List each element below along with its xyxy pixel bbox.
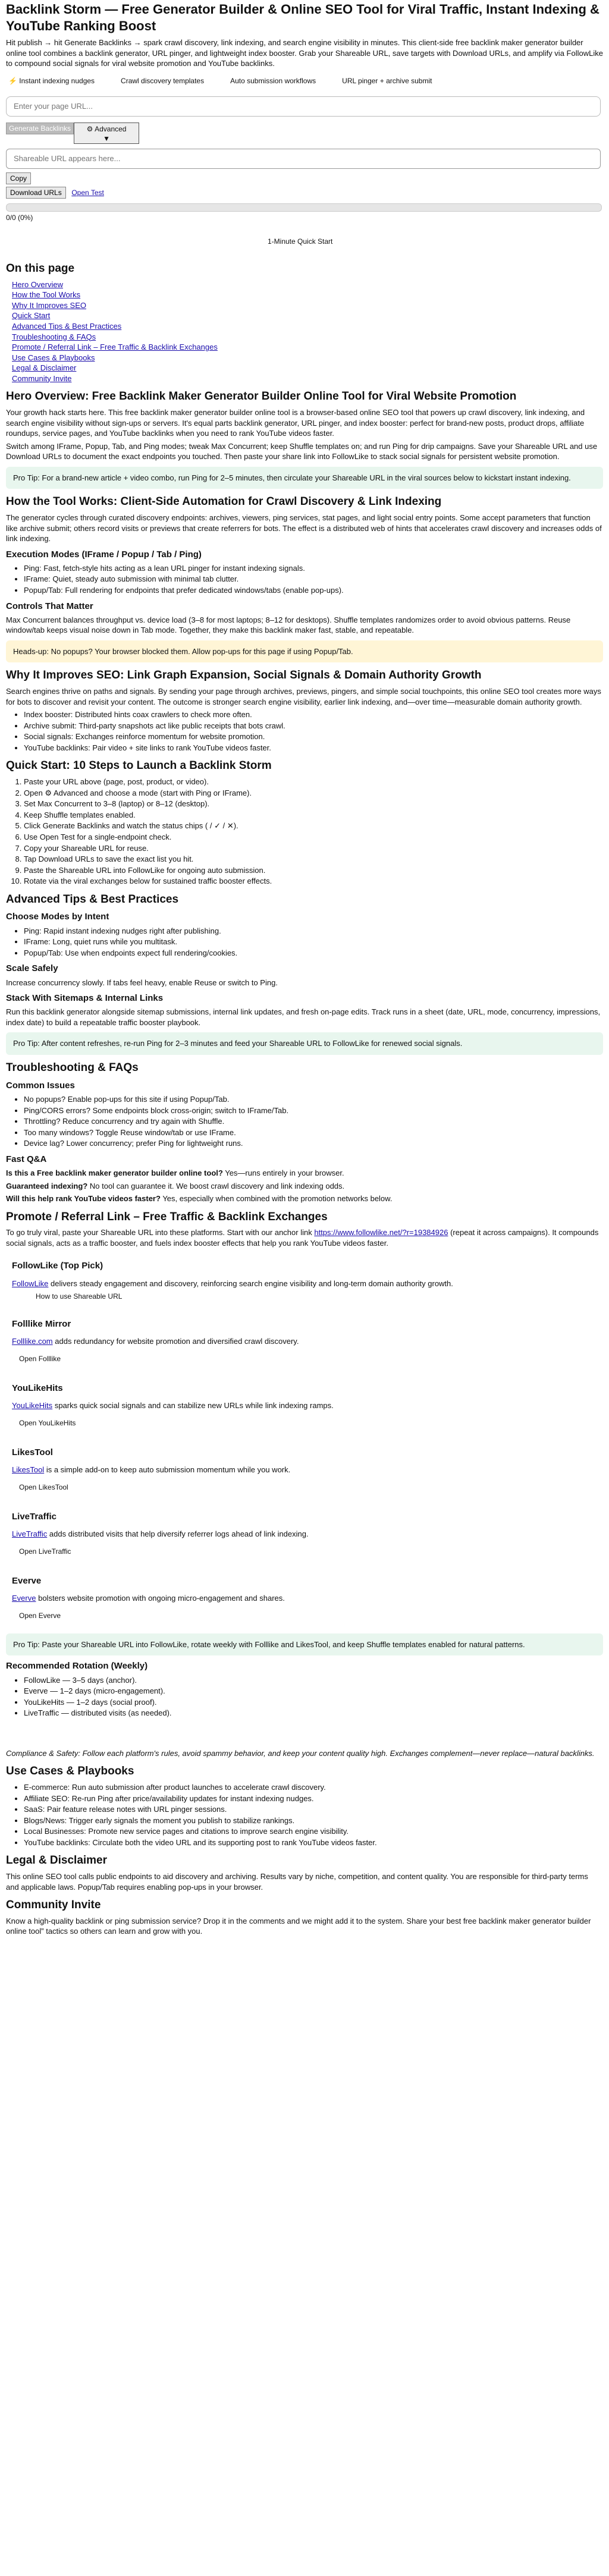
compliance-note: Compliance & Safety: Follow each platform's rules, avoid spammy behavior, and keep your content quality high. Exchanges complement—never replace—natural backlinks. (6, 1748, 595, 1758)
advanced-label: ⚙ Advanced (86, 124, 127, 133)
controls-text: Max Concurrent balances throughput vs. device load (3–8 for most laptops; 8–12 for desktops). Shuffle templates randomizes order to avoid obvious patterns. Reuse window/tab keeps visual noise down in Tab mode. Together, they make this backlink maker fast, stable, and repeatable. (6, 615, 571, 635)
faq-answer: Yes, especially when combined with the promotion networks below. (162, 1194, 393, 1204)
list-item: 10. Rotate via the viral exchanges below for sustained traffic booster effects. (24, 876, 603, 887)
list-item: 9. Paste the Shareable URL into FollowLike for ongoing auto submission. (24, 865, 603, 876)
faq-question: Guaranteed indexing? (6, 1181, 88, 1190)
issues-list (6, 1094, 603, 1149)
promo-card-everve (6, 1569, 603, 1628)
choose-modes-heading: Choose Modes by Intent (6, 912, 109, 922)
list-item: 2. Open ⚙ Advanced and choose a mode (start with Ping or IFrame). (24, 788, 603, 799)
list-item: • YouLikeHits — 1–2 days (social proof). (24, 1697, 603, 1708)
promote-heading: Promote / Referral Link – Free Traffic & Backlink Exchanges (6, 1210, 328, 1223)
promo-card-link[interactable]: Everve (12, 1594, 36, 1603)
toc-link-use-cases[interactable]: Use Cases & Playbooks (12, 353, 95, 362)
promo-card-text: is a simple add-on to keep auto submission momentum while you work. (46, 1465, 291, 1475)
list-item: • E-commerce: Run auto submission after product launches to accelerate crawl discovery. (24, 1782, 603, 1793)
list-item: • LiveTraffic — distributed visits (as needed). (24, 1708, 603, 1719)
promo-card-link[interactable]: FollowLike (12, 1278, 49, 1288)
promo-card-followlike (6, 1254, 603, 1306)
list-item: • Archive submit: Third-party snapshots act like public receipts that bots crawl. (24, 721, 603, 731)
open-likestool-button[interactable]: Open LikesTool (19, 1482, 68, 1491)
toc-link-troubleshooting[interactable]: Troubleshooting & FAQs (12, 332, 96, 341)
stack-heading: Stack With Sitemaps & Internal Links (6, 993, 164, 1004)
choose-modes-list (6, 926, 603, 959)
troubleshooting-heading: Troubleshooting & FAQs (6, 1061, 139, 1075)
popup-warning: Heads-up: No popups? Your browser blocked them. Allow pop-ups for this page if using Popup/Tab. (6, 640, 603, 663)
why-p1: Search engines thrive on paths and signals. By sending your page through archives, previews, pingers, and simple social touchpoints, this online SEO tool creates more ways for bots to discover and revisit your content. The outcome is stronger search engine visibility, earlier link indexing, and—over time—measurable domain authority growth. (6, 687, 601, 706)
page-title: Backlink Storm — Free Generator Builder & Online SEO Tool for Viral Traffic, Instant Indexing & YouTube Ranking Boost (6, 2, 599, 33)
use-cases-heading: Use Cases & Playbooks (6, 1765, 134, 1778)
promo-card-text: delivers steady engagement and discovery, reinforcing search engine visibility and long-term domain authority growth. (51, 1278, 453, 1288)
list-item: • Blogs/News: Trigger early signals the moment you publish to stabilize rankings. (24, 1815, 603, 1826)
list-item: • YouTube backlinks: Circulate both the video URL and its supporting post to rank YouTube videos faster. (24, 1837, 603, 1848)
promo-card-folllike (6, 1312, 603, 1371)
legal-heading: Legal & Disclaimer (6, 1854, 108, 1867)
promo-card-title: FollowLike (Top Pick) (12, 1261, 103, 1271)
promote-tip: Pro Tip: Paste your Shareable URL into FollowLike, rotate weekly with Folllike and LikesTool, and keep Shuffle templates enabled for natural patterns. (6, 1633, 603, 1656)
promote-intro (6, 1227, 603, 1248)
modes-list (6, 563, 603, 596)
list-item: • Ping: Rapid instant indexing nudges right after publishing. (24, 926, 603, 937)
list-item: 4. Keep Shuffle templates enabled. (24, 810, 603, 821)
how-heading: How the Tool Works: Client-Side Automation for Crawl Discovery & Link Indexing (6, 495, 442, 508)
list-item: 5. Click Generate Backlinks and watch the status chips ( / ✓ / ✕). (24, 821, 603, 831)
list-item: 6. Use Open Test for a single-endpoint check. (24, 832, 603, 843)
list-item: • Device lag? Lower concurrency; prefer Ping for lightweight runs. (24, 1138, 603, 1149)
list-item: • Throttling? Reduce concurrency and try again with Shuffle. (24, 1116, 603, 1127)
list-item: • Ping/CORS errors? Some endpoints block cross-origin; switch to IFrame/Tab. (24, 1105, 603, 1116)
promo-card-title: LikesTool (12, 1447, 53, 1457)
toc-link-community[interactable]: Community Invite (12, 373, 72, 383)
modes-heading: Execution Modes (IFrame / Popup / Tab / Ping) (6, 549, 202, 560)
faq-answer: Yes—runs entirely in your browser. (225, 1168, 344, 1177)
advanced-tip: Pro Tip: After content refreshes, re-run Ping for 2–3 minutes and feed your Shareable URL to FollowLike for renewed social signals. (6, 1032, 603, 1055)
list-item: • Local Businesses: Promote new service pages and citations to improve search engine visibility. (24, 1826, 603, 1837)
quick-start-heading: Quick Start: 10 Steps to Launch a Backlink Storm (6, 759, 272, 772)
intro-text: Hit publish → hit Generate Backlinks → spark crawl discovery, link indexing, and search engine visibility in minutes. This client-side free backlink maker generator builder online tool combines a backlink generator, URL pinger, and lightweight index booster. Grab your Shareable URL, save targets with Download URLs, and amplify via FollowLike to compound social signals for viral website promotion and YouTube backlinks. (6, 38, 603, 68)
list-item: • IFrame: Long, quiet runs while you multitask. (24, 937, 603, 947)
how-p1: The generator cycles through curated discovery endpoints: archives, viewers, ping services, stat pages, and light social entry points. Some accept parameters that function like archive submit; others record visits or previews that create referrers for bots. The effect is a distributed web of hints that accelerates crawl discovery and increases odds of link indexing. (6, 513, 602, 544)
hero-tip: Pro Tip: For a brand-new article + video combo, run Ping for 2–5 minutes, then circulate your Shareable URL in the viral sources below to kickstart instant indexing. (6, 467, 603, 489)
stack-text: Run this backlink generator alongside sitemap submissions, internal link updates, and fresh on-page edits. Track runs in a sheet (date, URL, mode, concurrency, impressions, index date) to build a repeatable traffic booster playbook. (6, 1007, 601, 1027)
scale-heading: Scale Safely (6, 963, 58, 974)
why-list (6, 709, 603, 753)
promo-card-text: adds distributed visits that help diversify referrer logs ahead of link indexing. (49, 1529, 309, 1539)
chip-crawl-discovery: Crawl discovery templates (121, 76, 205, 85)
rotation-list (6, 1675, 603, 1719)
toc-link-legal[interactable]: Legal & Disclaimer (12, 363, 77, 373)
why-heading: Why It Improves SEO: Link Graph Expansion, Social Signals & Domain Authority Growth (6, 669, 482, 682)
promo-card-youlikehits (6, 1377, 603, 1435)
hero-p1: Your growth hack starts here. This free backlink maker generator builder online tool is a browser-based online SEO tool that powers up crawl discovery, link indexing, and search engine visibility without sign-ups or servers. It's equal parts backlink generator, URL pinger, and index booster: perfect for brand-new posts, product drops, affiliate roundups, service pages, and YouTube backlinks when you need to rank YouTube videos faster. (6, 407, 585, 438)
community-text: Know a high-quality backlink or ping submission service? Drop it in the comments and we might add it to the system. Share your best free backlink maker generator builder online tool” tactics so others can learn and grow with you. (6, 1916, 591, 1936)
chip-url-pinger: URL pinger + archive submit (342, 76, 432, 85)
advanced-toggle[interactable] (74, 122, 139, 144)
video-row (6, 228, 603, 256)
promo-card-title: YouLikeHits (12, 1383, 63, 1393)
promo-card-link[interactable]: LikesTool (12, 1465, 45, 1475)
list-item: 8. Tap Download URLs to save the exact list you hit. (24, 854, 603, 865)
video-placeholder[interactable] (6, 228, 196, 256)
controls-heading: Controls That Matter (6, 601, 93, 611)
list-item: • Too many windows? Toggle Reuse window/tab or use IFrame. (24, 1127, 603, 1138)
promote-intro-pre: To go truly viral, paste your Shareable URL into these platforms. Start with our anchor link (6, 1228, 312, 1237)
promo-card-title: Folllike Mirror (12, 1318, 71, 1329)
open-test-link[interactable]: Open Test (71, 188, 104, 197)
faq-item (6, 1181, 603, 1192)
promo-card-text: sparks quick social signals and can stabilize new URLs while link indexing ramps. (54, 1401, 334, 1410)
open-everve-button[interactable]: Open Everve (19, 1611, 61, 1620)
promote-intro-post: (repeat it across campaigns). It compounds social signals, acts as a traffic booster, and fuels index booster effects that help you rank YouTube videos faster. (6, 1228, 599, 1248)
list-item: 1. Paste your URL above (page, post, product, or video). (24, 777, 603, 787)
promo-card-title: LiveTraffic (12, 1511, 57, 1522)
promo-card-title: Everve (12, 1575, 42, 1586)
list-item: • Popup/Tab: Full rendering for endpoints that prefer dedicated windows/tabs (enable pop-ups). (24, 585, 603, 596)
faq-item (6, 1168, 603, 1179)
generate-backlinks-button[interactable]: Generate Backlinks (6, 122, 74, 134)
list-item: • SaaS: Pair feature release notes with URL pinger sessions. (24, 1804, 603, 1815)
list-item: • Index booster: Distributed hints coax crawlers to check more often. (24, 709, 603, 720)
rotation-heading: Recommended Rotation (Weekly) (6, 1661, 148, 1672)
faq-question: Will this help rank YouTube videos faster? (6, 1194, 161, 1204)
toc-list (6, 279, 603, 384)
chip-instant-indexing: ⚡ Instant indexing nudges (8, 76, 95, 85)
faq-question: Is this a Free backlink maker generator builder online tool? (6, 1168, 223, 1177)
use-cases-list (6, 1782, 603, 1848)
open-livetraffic-button[interactable]: Open LiveTraffic (19, 1547, 71, 1556)
how-to-use-image: How to use Shareable URL (36, 1292, 123, 1301)
promo-card-link[interactable]: LiveTraffic (12, 1529, 48, 1539)
toc-link-promote[interactable]: Promote / Referral Link – Free Traffic & Backlink Exchanges (12, 343, 218, 352)
chip-auto-submission: Auto submission workflows (230, 76, 316, 85)
toc-link-why[interactable]: Why It Improves SEO (12, 300, 86, 310)
toc-heading: On this page (6, 262, 75, 275)
list-item: • FollowLike — 3–5 days (anchor). (24, 1675, 603, 1686)
promo-card-link[interactable]: Folllike.com (12, 1337, 53, 1346)
chevron-down-icon: ▼ (103, 134, 110, 143)
toc-link-how[interactable]: How the Tool Works (12, 290, 81, 300)
copy-button[interactable]: Copy (6, 172, 31, 184)
progress-text: 0/0 (0%) (6, 213, 33, 222)
video-label: 1-Minute Quick Start (268, 237, 333, 246)
toc-link-advanced[interactable]: Advanced Tips & Best Practices (12, 321, 122, 331)
list-item: • No popups? Enable pop-ups for this site if using Popup/Tab. (24, 1094, 603, 1105)
promo-card-text: bolsters website promotion with ongoing micro-engagement and shares. (38, 1594, 285, 1603)
advanced-heading: Advanced Tips & Best Practices (6, 893, 179, 906)
faq-heading: Fast Q&A (6, 1154, 47, 1164)
download-urls-button[interactable]: Download URLs (6, 187, 66, 199)
legal-text: This online SEO tool calls public endpoints to aid discovery and archiving. Results vary by niche, competition, and content quality. You are responsible for third-party terms and applicable laws. Popup/Tab requires enabling pop-ups in your browser. (6, 1872, 588, 1892)
open-folllike-button[interactable]: Open Folllike (19, 1354, 61, 1363)
promo-card-link[interactable]: YouLikeHits (12, 1401, 53, 1410)
scale-text: Increase concurrency slowly. If tabs feel heavy, enable Reuse or switch to Ping. (6, 978, 278, 987)
promo-card-livetraffic (6, 1505, 603, 1563)
toc-link-quick-start[interactable]: Quick Start (12, 311, 51, 321)
toc-link-hero[interactable]: Hero Overview (12, 279, 63, 289)
faq-answer: No tool can guarantee it. We boost crawl discovery and link indexing odds. (89, 1181, 345, 1190)
hero-p2: Switch among IFrame, Popup, Tab, and Ping modes; tweak Max Concurrent; keep Shuffle templates on; and run Ping for drip campaigns. Save your Shareable URL and use Download URLs to document the exact endpoints you touched. Then paste your share link into FollowLike to stack social signals for persistent website promotion. (6, 441, 598, 461)
action-row (6, 122, 603, 144)
hero-heading: Hero Overview: Free Backlink Maker Generator Builder Online Tool for Viral Website Promotion (6, 390, 517, 403)
quick-start-steps (6, 777, 603, 886)
faq-item (6, 1193, 603, 1204)
list-item: 3. Set Max Concurrent to 3–8 (laptop) or 8–12 (desktop). (24, 799, 603, 809)
open-youlikehits-button[interactable]: Open YouLikeHits (19, 1418, 76, 1427)
referral-anchor-link[interactable]: https://www.followlike.net/?r=19384926 (314, 1228, 448, 1237)
common-issues-heading: Common Issues (6, 1080, 75, 1091)
list-item: • Affiliate SEO: Re-run Ping after price/availability updates for instant indexing nudges. (24, 1793, 603, 1804)
community-heading: Community Invite (6, 1899, 101, 1912)
list-item: • YouTube backlinks: Pair video + site links to rank YouTube videos faster. (24, 743, 603, 753)
shareable-url-field[interactable] (6, 149, 601, 169)
list-item: • Social signals: Exchanges reinforce momentum for website promotion. (24, 731, 603, 742)
promo-card-likestool (6, 1441, 603, 1499)
list-item: 7. Copy your Shareable URL for reuse. (24, 843, 603, 854)
list-item: • IFrame: Quiet, steady auto submission with minimal tab clutter. (24, 574, 603, 585)
list-item: • Ping: Fast, fetch-style hits acting as a lean URL pinger for instant indexing signals. (24, 563, 603, 574)
list-item: • Popup/Tab: Use when endpoints expect full rendering/cookies. (24, 948, 603, 959)
feature-chips (6, 71, 603, 90)
list-item: • Everve — 1–2 days (micro-engagement). (24, 1686, 603, 1697)
url-input[interactable] (6, 96, 601, 117)
progress-bar (6, 203, 602, 212)
promo-card-text: adds redundancy for website promotion and diversified crawl discovery. (55, 1337, 299, 1346)
